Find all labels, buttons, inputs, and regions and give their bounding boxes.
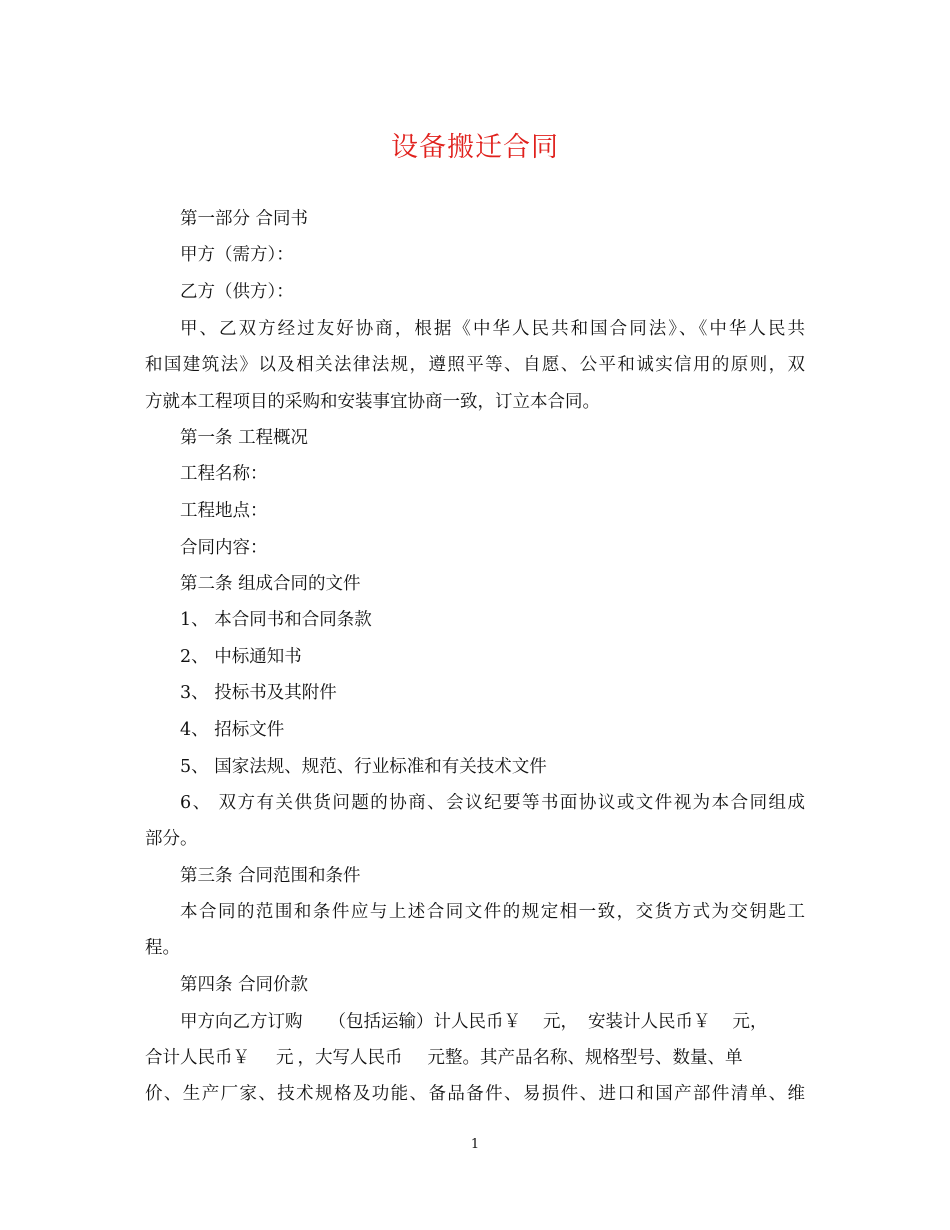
- price-text: 甲方向乙方订购: [180, 1012, 303, 1032]
- price-line-2: [145, 1046, 805, 1070]
- document-list-item: 5、 国家法规、规范、行业标准和有关技术文件: [180, 757, 547, 777]
- scope-line-2: 程。: [145, 938, 180, 958]
- document-list-item: 4、 招标文件: [180, 720, 285, 740]
- price-text: ，大写人民币: [297, 1048, 403, 1068]
- article-4-heading: 第四条 合同价款: [180, 975, 309, 995]
- price-line-3: 价、生产厂家、技术规格及功能、备品备件、易损件、进口和国产部件清单、维: [145, 1084, 805, 1104]
- price-text: 元: [276, 1048, 294, 1068]
- preamble-line-1: 甲、乙双方经过友好协商，根据《中华人民共和国合同法》、《中华人民共: [180, 319, 805, 339]
- project-location-line: 工程地点：: [180, 501, 268, 521]
- preamble-line-2: 和国建筑法》以及相关法律法规，遵照平等、自愿、公平和诚实信用的原则，双: [145, 355, 805, 375]
- scope-line-1: 本合同的范围和条件应与上述合同文件的规定相一致，交货方式为交钥匙工: [180, 902, 805, 922]
- article-2-heading: 第二条 组成合同的文件: [180, 574, 361, 594]
- document-list-item-continued: 部分。: [145, 829, 198, 849]
- page-number: 1: [470, 1137, 480, 1152]
- price-text: 元，: [732, 1012, 768, 1032]
- price-line-1: [180, 1010, 840, 1034]
- document-list-item: 1、 本合同书和合同条款: [180, 610, 372, 630]
- price-text: 元整。其产品名称、规格型号、数量、单: [427, 1048, 743, 1068]
- price-text: 安装计人民币￥: [588, 1012, 711, 1032]
- party-a-line: 甲方（需方）：: [180, 245, 294, 265]
- preamble-line-3: 方就本工程项目的采购和安装事宜协商一致，订立本合同。: [145, 392, 600, 412]
- contract-content-line: 合同内容：: [180, 538, 268, 558]
- article-3-heading: 第三条 合同范围和条件: [180, 866, 361, 886]
- document-list-item: 2、 中标通知书: [180, 647, 302, 667]
- document-title: 设备搬迁合同: [391, 132, 559, 163]
- article-1-heading: 第一条 工程概况: [180, 428, 309, 448]
- section-heading-part-one: 第一部分 合同书: [180, 209, 309, 229]
- price-text: （包括运输）计人民币￥: [328, 1012, 521, 1032]
- party-b-line: 乙方（供方）：: [180, 282, 294, 302]
- document-list-item: 3、 投标书及其附件: [180, 683, 337, 703]
- document-list-item: 6、 双方有关供货问题的协商、会议纪要等书面协议或文件视为本合同组成: [180, 793, 805, 813]
- price-text: 合计人民币￥: [145, 1048, 250, 1068]
- project-name-line: 工程名称：: [180, 464, 268, 484]
- price-text: 元，: [543, 1012, 578, 1032]
